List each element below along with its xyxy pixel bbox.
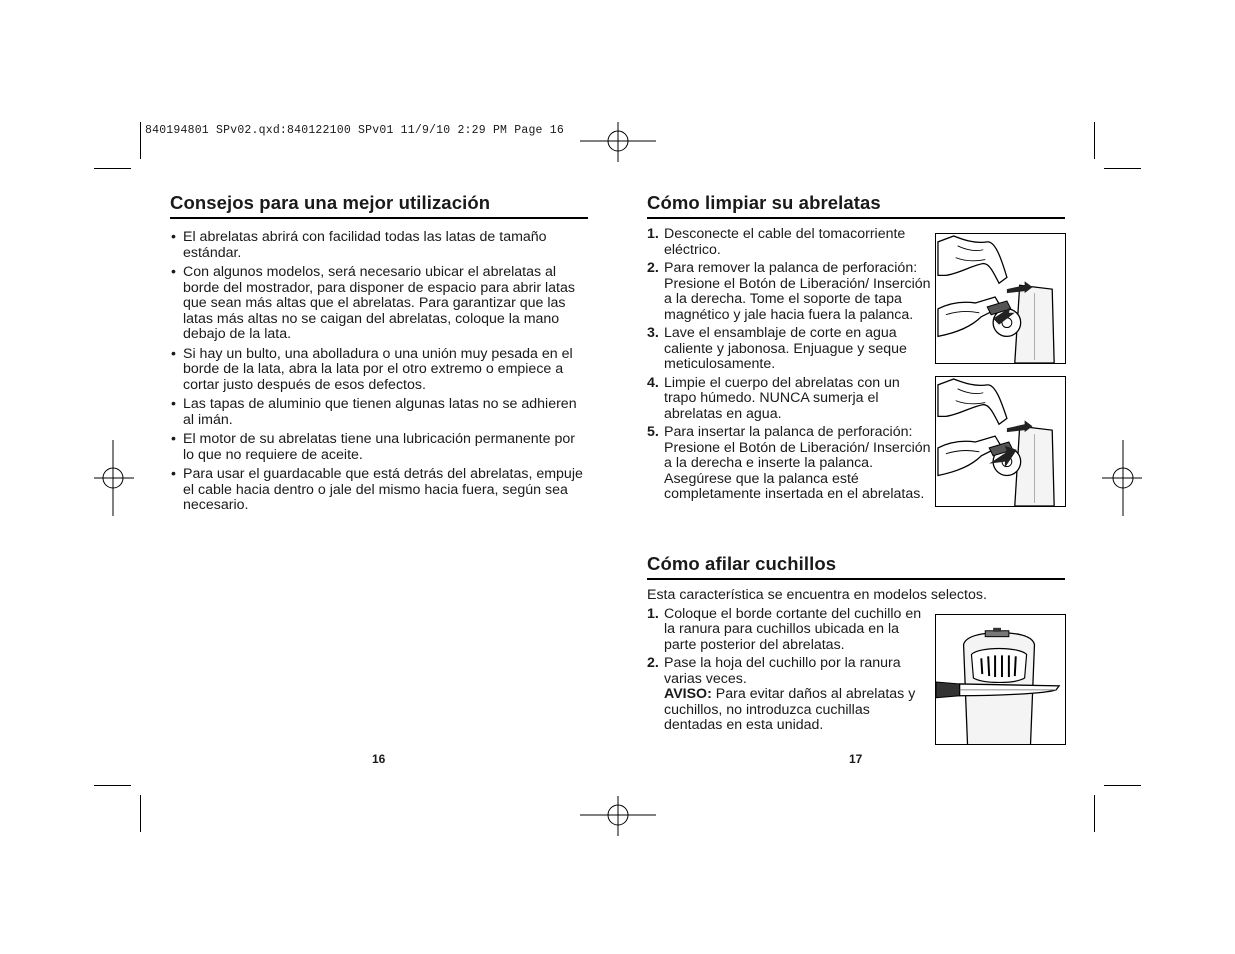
cleaning-steps bbox=[647, 227, 932, 503]
step-text: Lave el ensamblaje de corte en agua caliente y jabonosa. Enjuague y seque meticulosamente. bbox=[664, 325, 907, 372]
crop-mark bbox=[140, 795, 141, 832]
list-item bbox=[647, 607, 932, 654]
list-item: • Las tapas de aluminio que tienen algunas latas no se adhieren al imán. bbox=[170, 397, 588, 428]
list-item bbox=[647, 425, 932, 503]
step-number: 2. bbox=[647, 260, 659, 276]
list-item: • Si hay un bulto, una abolladura o una unión muy pesada en el borde de la lata, abra la lata por el otro extremo o empiece a cortar justo después de esos defectos. bbox=[170, 347, 588, 394]
tips-list bbox=[170, 230, 588, 514]
remove-lever-illustration bbox=[935, 233, 1066, 364]
list-item: • Con algunos modelos, será necesario ubicar el abrelatas al borde del mostrador, para disponer de espacio para abrir latas que sean más altas que el abrelatas. Para garantizar que las latas más altas no se caigan del abrelatas, coloque la mano debajo de la lata. bbox=[170, 265, 588, 343]
page-number-right: 17 bbox=[849, 752, 863, 766]
slug-line: 840194801 SPv02.qxd:840122100 SPv01 11/9/10 2:29 PM Page 16 bbox=[145, 124, 564, 137]
step-number: 2. bbox=[647, 655, 659, 671]
crop-mark bbox=[1104, 168, 1141, 169]
sharpening-intro: Esta característica se encuentra en modelos selectos. bbox=[647, 587, 987, 603]
step-number: 5. bbox=[647, 424, 659, 440]
list-item: • Para usar el guardacable que está detrás del abrelatas, empuje el cable hacia dentro o jale del mismo hacia fuera, según sea necesario. bbox=[170, 467, 588, 514]
knife-sharpener-illustration bbox=[935, 614, 1066, 745]
registration-mark-icon bbox=[580, 122, 656, 162]
tips-section bbox=[170, 192, 588, 518]
list-item bbox=[647, 656, 932, 734]
registration-mark-icon bbox=[580, 796, 656, 836]
step-number: 1. bbox=[647, 605, 659, 622]
step-text: Desconecte el cable del tomacorriente eléctrico. bbox=[664, 226, 906, 258]
warning-text: Para evitar daños al abrelatas y cuchillos, no introduzca cuchillas dentadas en esta unidad. bbox=[664, 686, 916, 733]
list-item: • El motor de su abrelatas tiene una lubricación permanente por lo que no requiere de aceite. bbox=[170, 432, 588, 463]
insert-lever-illustration bbox=[935, 376, 1066, 507]
warning-label: AVISO: bbox=[664, 686, 712, 702]
section-heading-cleaning: Cómo limpiar su abrelatas bbox=[647, 192, 1065, 219]
crop-mark bbox=[1104, 785, 1141, 786]
step-text: Pase la hoja del cuchillo por la ranura varias veces. bbox=[664, 655, 901, 687]
registration-mark-icon bbox=[1102, 440, 1142, 516]
section-heading-tips: Consejos para una mejor utilización bbox=[170, 192, 588, 219]
list-item: • El abrelatas abrirá con facilidad todas las latas de tamaño estándar. bbox=[170, 230, 588, 261]
crop-mark bbox=[94, 785, 131, 786]
page-number-left: 16 bbox=[372, 752, 386, 766]
step-text: Limpie el cuerpo del abrelatas con un trapo húmedo. NUNCA sumerja el abrelatas en agua. bbox=[664, 374, 900, 422]
step-number: 4. bbox=[647, 374, 659, 391]
crop-mark bbox=[140, 122, 141, 159]
crop-mark bbox=[1094, 795, 1095, 832]
list-item bbox=[647, 227, 932, 258]
crop-mark bbox=[94, 168, 131, 169]
step-number: 3. bbox=[647, 325, 659, 341]
list-item bbox=[647, 326, 932, 373]
section-heading-sharpening: Cómo afilar cuchillos bbox=[647, 553, 1065, 580]
step-text: Coloque el borde cortante del cuchillo en la ranura para cuchillos ubicada en la parte posterior del abrelatas. bbox=[664, 605, 922, 653]
step-number: 1. bbox=[647, 226, 659, 242]
registration-mark-icon bbox=[94, 440, 134, 516]
list-item bbox=[647, 261, 932, 323]
crop-mark bbox=[1094, 122, 1095, 159]
step-text: Para insertar la palanca de perforación: Presione el Botón de Liberación/ Inserción a la derecha e inserte la palanca. Asegúrese que la palanca esté completamente insertada en el abrelatas. bbox=[664, 424, 931, 502]
list-item bbox=[647, 376, 932, 423]
sharpening-steps bbox=[647, 607, 932, 734]
step-text: Para remover la palanca de perforación: Presione el Botón de Liberación/ Inserción a la derecha. Tome el soporte de tapa magnético y jale hacia fuera la palanca. bbox=[664, 260, 931, 323]
